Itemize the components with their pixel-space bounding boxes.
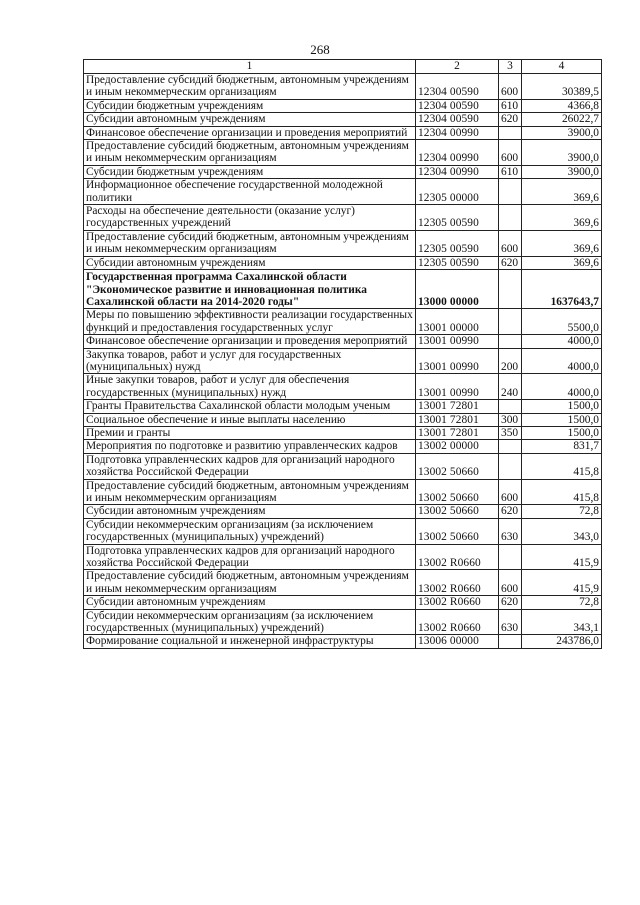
row-code: 12305 00590 (416, 230, 499, 256)
row-code: 12304 00990 (416, 140, 499, 166)
row-type: 300 (499, 413, 522, 426)
table-row (84, 335, 602, 348)
row-code: 13002 R0660 (416, 596, 499, 609)
row-code: 12304 00590 (416, 113, 499, 126)
row-type: 620 (499, 596, 522, 609)
row-name: Субсидии автономным учреждениям (84, 256, 416, 269)
table-row (84, 596, 602, 609)
table-row (84, 140, 602, 166)
row-amount: 4366,8 (522, 99, 602, 112)
row-code: 13002 R0660 (416, 609, 499, 635)
row-type (499, 400, 522, 413)
table-row (84, 179, 602, 205)
row-amount: 4000,0 (522, 374, 602, 400)
row-amount: 1500,0 (522, 426, 602, 439)
row-name: Социальное обеспечение и иные выплаты населению (84, 413, 416, 426)
table-row (84, 270, 602, 309)
row-amount: 343,0 (522, 518, 602, 544)
row-type: 600 (499, 74, 522, 100)
row-type (499, 544, 522, 570)
table-row (84, 426, 602, 439)
row-type: 600 (499, 140, 522, 166)
row-name: Предоставление субсидий бюджетным, автономным учреждениям и иным некоммерческим организациям (84, 74, 416, 100)
table-row (84, 400, 602, 413)
table-row (84, 205, 602, 231)
header-col-4: 4 (522, 60, 602, 74)
table-row (84, 544, 602, 570)
table-row (84, 570, 602, 596)
table-row (84, 518, 602, 544)
row-type (499, 440, 522, 453)
row-type: 620 (499, 256, 522, 269)
row-name: Предоставление субсидий бюджетным, автономным учреждениям и иным некоммерческим организациям (84, 230, 416, 256)
row-name: Финансовое обеспечение организации и проведения мероприятий (84, 126, 416, 139)
row-code: 12304 00590 (416, 99, 499, 112)
table-header-row (84, 60, 602, 74)
row-code: 13001 72801 (416, 400, 499, 413)
row-type (499, 453, 522, 479)
row-type (499, 335, 522, 348)
row-type: 630 (499, 518, 522, 544)
row-amount: 5500,0 (522, 309, 602, 335)
header-col-1: 1 (84, 60, 416, 74)
row-name: Субсидии автономным учреждениям (84, 596, 416, 609)
row-type (499, 309, 522, 335)
row-code: 13001 72801 (416, 426, 499, 439)
row-name: Субсидии автономным учреждениям (84, 505, 416, 518)
row-name: Субсидии некоммерческим организациям (за исключением государственных (муниципальных) учреждений) (84, 609, 416, 635)
row-type: 600 (499, 479, 522, 505)
row-type: 620 (499, 113, 522, 126)
row-code: 13002 00000 (416, 440, 499, 453)
header-col-3: 3 (499, 60, 522, 74)
table-row (84, 635, 602, 648)
row-code: 12304 00990 (416, 126, 499, 139)
row-amount: 415,8 (522, 453, 602, 479)
row-name: Премии и гранты (84, 426, 416, 439)
row-code: 13001 00990 (416, 348, 499, 374)
table-row (84, 440, 602, 453)
table-body (84, 74, 602, 649)
table-row (84, 348, 602, 374)
row-amount: 1637643,7 (522, 270, 602, 309)
table-row (84, 256, 602, 269)
table-row (84, 113, 602, 126)
table-row (84, 74, 602, 100)
row-type: 600 (499, 230, 522, 256)
row-amount: 4000,0 (522, 348, 602, 374)
table-row (84, 413, 602, 426)
row-code: 12305 00590 (416, 256, 499, 269)
row-code: 13002 50660 (416, 479, 499, 505)
row-name: Гранты Правительства Сахалинской области молодым ученым (84, 400, 416, 413)
row-amount: 72,8 (522, 596, 602, 609)
table-row (84, 126, 602, 139)
row-code: 12304 00590 (416, 74, 499, 100)
row-name: Государственная программа Сахалинской области "Экономическое развитие и инновационная политика Сахалинской области на 2014-2020 годы" (84, 270, 416, 309)
row-name: Подготовка управленческих кадров для организаций народного хозяйства Российской Федерации (84, 544, 416, 570)
row-name: Предоставление субсидий бюджетным, автономным учреждениям и иным некоммерческим организациям (84, 140, 416, 166)
row-amount: 831,7 (522, 440, 602, 453)
table-row (84, 99, 602, 112)
row-amount: 1500,0 (522, 413, 602, 426)
table-row (84, 453, 602, 479)
row-code: 13001 00990 (416, 374, 499, 400)
row-code: 12304 00990 (416, 165, 499, 178)
row-type (499, 205, 522, 231)
row-type (499, 635, 522, 648)
row-name: Субсидии автономным учреждениям (84, 113, 416, 126)
row-name: Субсидии бюджетным учреждениям (84, 165, 416, 178)
row-amount: 415,8 (522, 479, 602, 505)
row-amount: 4000,0 (522, 335, 602, 348)
table-row (84, 374, 602, 400)
table-row (84, 309, 602, 335)
row-type: 240 (499, 374, 522, 400)
row-code: 13001 00000 (416, 309, 499, 335)
header-col-2: 2 (416, 60, 499, 74)
row-code: 13002 50660 (416, 505, 499, 518)
row-amount: 369,6 (522, 205, 602, 231)
row-name: Информационное обеспечение государственной молодежной политики (84, 179, 416, 205)
row-name: Расходы на обеспечение деятельности (оказание услуг) государственных учреждений (84, 205, 416, 231)
row-amount: 3900,0 (522, 126, 602, 139)
row-name: Формирование социальной и инженерной инфраструктуры (84, 635, 416, 648)
row-code: 13002 R0660 (416, 544, 499, 570)
row-amount: 415,9 (522, 544, 602, 570)
row-type: 600 (499, 570, 522, 596)
row-type (499, 270, 522, 309)
table-row (84, 230, 602, 256)
row-type: 610 (499, 165, 522, 178)
row-name: Предоставление субсидий бюджетным, автономным учреждениям и иным некоммерческим организациям (84, 570, 416, 596)
row-amount: 72,8 (522, 505, 602, 518)
row-code: 13000 00000 (416, 270, 499, 309)
row-code: 12305 00000 (416, 179, 499, 205)
row-type: 620 (499, 505, 522, 518)
row-name: Финансовое обеспечение организации и проведения мероприятий (84, 335, 416, 348)
table-row (84, 609, 602, 635)
table-row (84, 165, 602, 178)
row-code: 13002 50660 (416, 453, 499, 479)
table-row (84, 505, 602, 518)
row-type (499, 179, 522, 205)
row-name: Подготовка управленческих кадров для организаций народного хозяйства Российской Федерации (84, 453, 416, 479)
row-amount: 415,9 (522, 570, 602, 596)
row-type: 630 (499, 609, 522, 635)
page-number: 268 (310, 42, 330, 57)
row-type (499, 126, 522, 139)
row-amount: 243786,0 (522, 635, 602, 648)
row-code: 13001 00990 (416, 335, 499, 348)
row-code: 12305 00590 (416, 205, 499, 231)
row-name: Предоставление субсидий бюджетным, автономным учреждениям и иным некоммерческим организациям (84, 479, 416, 505)
row-amount: 369,6 (522, 179, 602, 205)
row-name: Субсидии некоммерческим организациям (за исключением государственных (муниципальных) учреждений) (84, 518, 416, 544)
row-name: Закупка товаров, работ и услуг для государственных (муниципальных) нужд (84, 348, 416, 374)
table-row (84, 479, 602, 505)
row-type: 200 (499, 348, 522, 374)
row-code: 13002 50660 (416, 518, 499, 544)
row-code: 13002 R0660 (416, 570, 499, 596)
row-code: 13001 72801 (416, 413, 499, 426)
row-name: Мероприятия по подготовке и развитию управленческих кадров (84, 440, 416, 453)
row-name: Меры по повышению эффективности реализации государственных функций и предоставления государственных услуг (84, 309, 416, 335)
row-amount: 369,6 (522, 256, 602, 269)
row-name: Субсидии бюджетным учреждениям (84, 99, 416, 112)
row-type: 610 (499, 99, 522, 112)
budget-table (83, 59, 602, 649)
row-amount: 3900,0 (522, 165, 602, 178)
row-amount: 369,6 (522, 230, 602, 256)
row-code: 13006 00000 (416, 635, 499, 648)
row-amount: 3900,0 (522, 140, 602, 166)
row-type: 350 (499, 426, 522, 439)
row-amount: 343,1 (522, 609, 602, 635)
row-amount: 26022,7 (522, 113, 602, 126)
row-name: Иные закупки товаров, работ и услуг для обеспечения государственных (муниципальных) нужд (84, 374, 416, 400)
row-amount: 1500,0 (522, 400, 602, 413)
row-amount: 30389,5 (522, 74, 602, 100)
